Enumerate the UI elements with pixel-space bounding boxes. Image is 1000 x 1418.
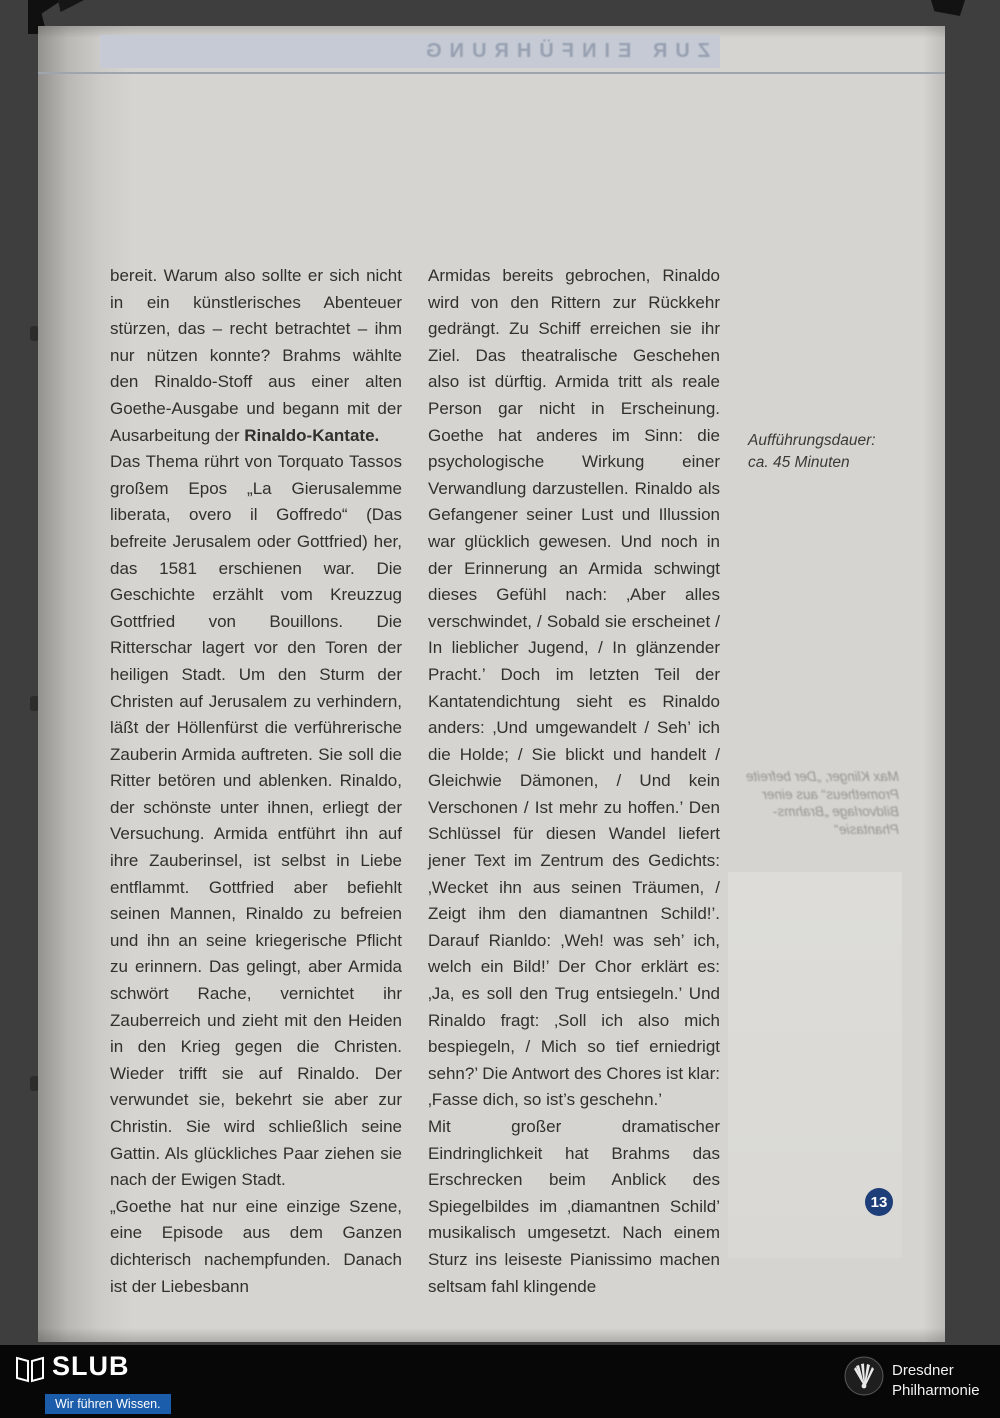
text-column-right [428, 263, 720, 1300]
open-book-icon [14, 1354, 46, 1389]
phil-line1: Dresdner [892, 1362, 954, 1379]
page-number-badge: 13 [865, 1188, 893, 1216]
book-page [38, 26, 945, 1342]
duration-value: ca. 45 Minuten [748, 454, 850, 471]
footer-bar [0, 1345, 1000, 1418]
paragraph: „Goethe hat nur eine einzige Szene, eine Episode aus dem Ganzen dichterisch nachempfunden. Danach ist der Liebesbann [110, 1196, 402, 1296]
paragraph: Armidas bereits gebrochen, Rinaldo wird von den Rittern zur Rückkehr gedrängt. Zu Schiff erreichen sie ihr Ziel. Das theatralische Geschehen also ist dürftig. Armida tritt als reale Person gar nicht in Erscheinung. Goethe hat anderes im Sinn: die psychologische Wirkung einer Verwandlung darzustellen. Rinaldo als Gefangener seiner Lust und Illussion war glücklich gewesen. Und noch in der Erinnerung an Armida schwingt dieses Gefühl nach: ‚Aber alles verschwindet, / Sobald sie erscheinet / In lieblicher Jugend, / In glänzender Pracht.’ Doch im letzten Teil der Kantatendichtung sieht es Rinaldo anders: ‚Und umgewandelt / Seh’ ich die Holde; / Sie blickt und handelt / Gleichwie Dämonen, / Und kein Verschonen / Ist mehr zu hoffen.’ Den Schlüssel für diesen Wandel liefert jener Text im Zentrum des Gedichts: ‚Wecket ihn aus seinen Träumen, / Zeigt ihm den diamantnen Schild!’. Darauf Rianldo: ‚Weh! was seh’ ich, welch ein Bild!’ Der Chor erklärt es: ‚Ja, es soll den Trug entsiegeln.’ Und Rinaldo fragt: ‚Soll ich also mich bespiegeln, / Mich so tief erniedrigt sehn?’ Die Antwort des Chores ist klar: ‚Fasse dich, so ist’s geschehn.’ [428, 266, 720, 1110]
paragraph-text: bereit. Warum also sollte er sich nicht in ein künstlerisches Abenteuer stürzen, das – recht betrachtet – ihm nur nützen konnte? Brahms wählte den Rinaldo-Stoff aus einer alten Goethe-Ausgabe und begann mit der Ausarbeitung der [110, 266, 402, 445]
mirrored-showthrough-title: ZUR EINFÜHRUNG [418, 40, 710, 62]
dresdner-philharmonie-text [892, 1361, 980, 1401]
duration-label: Aufführungsdauer: [748, 432, 876, 449]
header-band [100, 35, 720, 68]
slub-tagline: Wir führen Wissen. [45, 1394, 171, 1414]
duration-margin-note [748, 430, 876, 474]
scan-artifact-corner [931, 0, 965, 16]
dresdner-philharmonie-logo-icon [844, 1356, 884, 1401]
paragraph: Mit großer dramatischer Eindringlichkeit hat Brahms das Erschrecken beim Anblick des Spiegelbildes im ‚diamantnen Schild’ musikalisch umgesetzt. Nach einem Sturz ins leiseste Pianissimo machen seltsam fahl klingende [428, 1117, 720, 1296]
bold-work-title: Rinaldo-Kantate. [244, 425, 380, 445]
paragraph [110, 263, 402, 449]
mirrored-showthrough-caption: Max Klinger, „Der befreite Prometheus“ aus einer Bildvorlage „Brahms-Phantasie“ [745, 769, 899, 837]
text-column-left [110, 263, 402, 1300]
slub-logo-text: SLUB [52, 1351, 130, 1381]
paragraph: Das Thema rührt von Torquato Tassos großem Epos „La Gierusalemme liberata, overo il Goffredo“ (Das befreite Jerusalem oder Gottfried) her, das 1581 erschienen war. Die Geschichte erzählt vom Kreuzzug Gottfried von Bouillons. Die Ritterschar lagert vor den Toren der heiligen Stadt. Um den Sturm der Christen auf Jerusalem zu verhindern, läßt der Höllenfürst die verführerische Zauberin Armida auftreten. Sie soll die Ritter betören und ablenken. Rinaldo, der schönste unter ihnen, erliegt der Versuchung. Armida entführt ihn auf ihre Zauberinsel, ist selbst in Liebe entflammt. Gottfried aber befiehlt seinen Mannen, Rinaldo zu befreien und ihn an seine kriegerische Pflicht zu erinnern. Das gelingt, aber Armida schwört Rache, vernichtet ihr Zauberreich und zieht mit den Heiden in den Krieg gegen die Christen. Wieder trifft sie auf Rinaldo. Der verwundet sie, bekehrt sie aber zur Christin. Sie wird schließlich seine Gattin. Als glückliches Paar ziehen sie nach der Ewigen Stadt. [110, 452, 402, 1190]
scan-artifact-corner [58, 0, 84, 12]
header-rule [38, 72, 945, 74]
phil-line2: Philharmonie [892, 1382, 980, 1399]
